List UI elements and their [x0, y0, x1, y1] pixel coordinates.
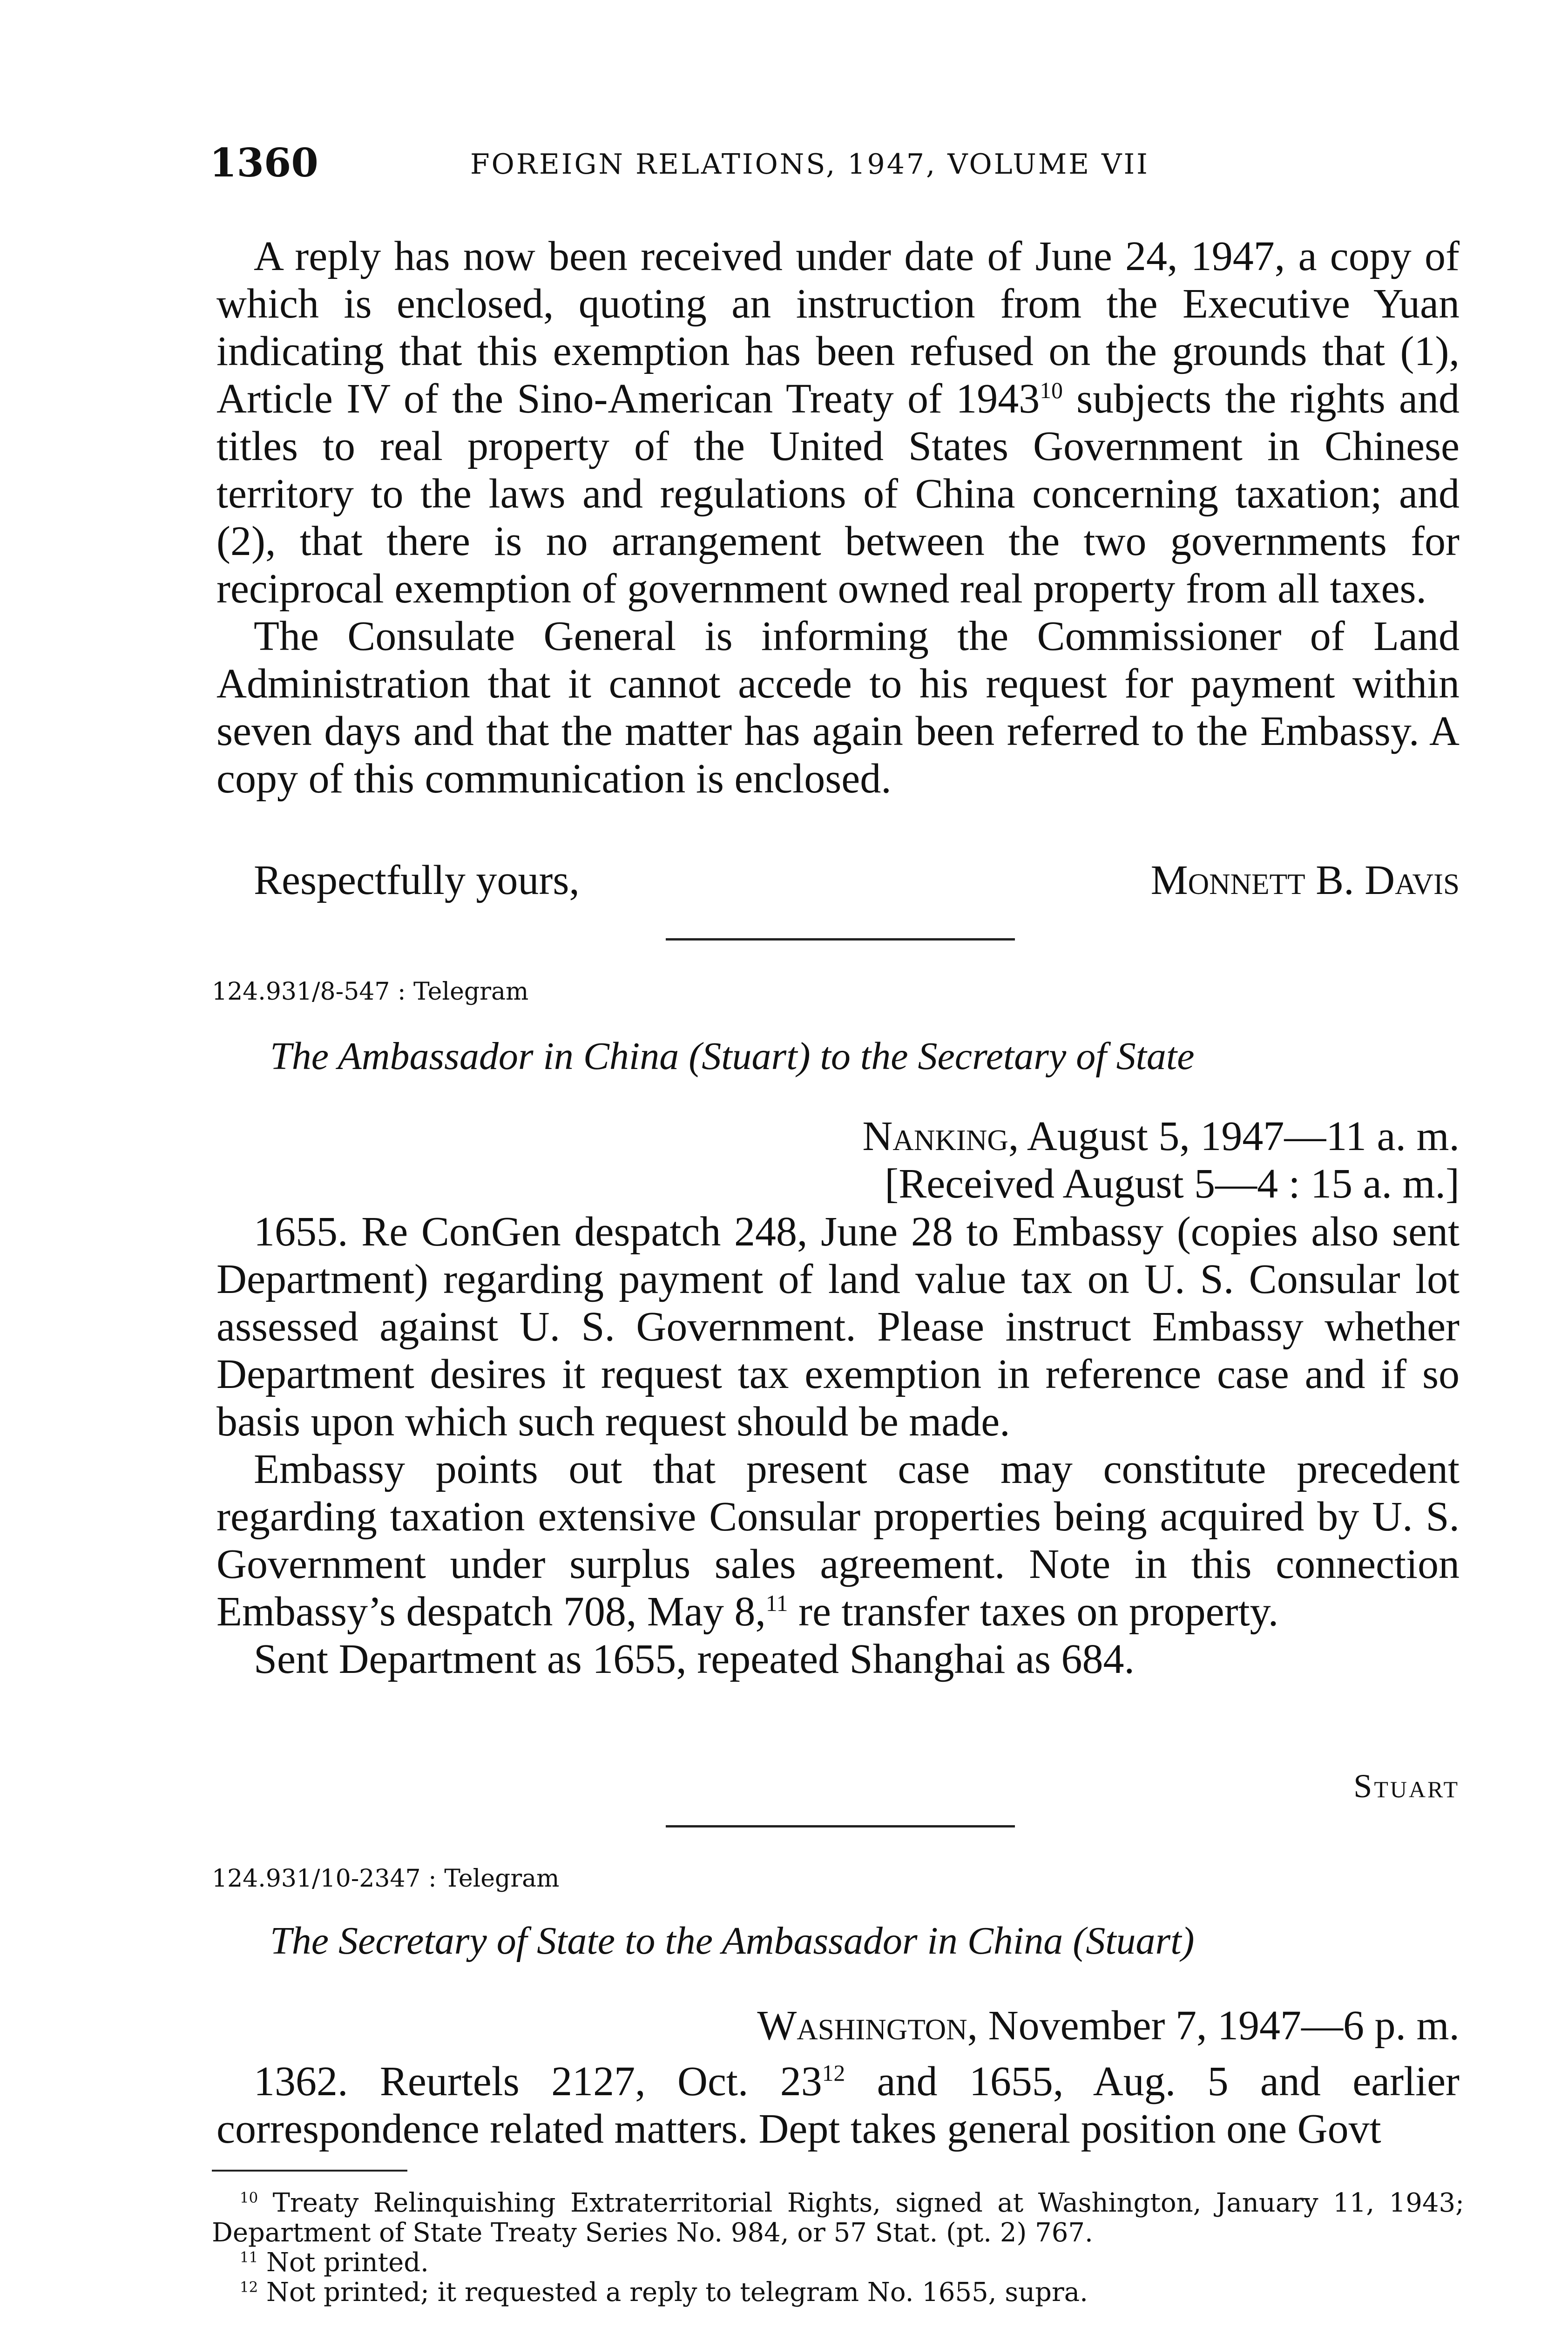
- paragraph: The Consulate General is informing the Commissioner of Land Administration that it cannot accede to his request for payment within seven days and that the matter has again been referred to the Embassy. A copy of this communication is enclosed.: [216, 613, 1460, 802]
- footnotes: [212, 2188, 1464, 2308]
- telegram-body: [216, 2058, 1460, 2153]
- paragraph: [216, 233, 1460, 613]
- footnote-number: 12: [240, 2279, 258, 2296]
- paragraph: 1655. Re ConGen despatch 248, June 28 to Embassy (copies also sent Department) regarding payment of land value tax on U. S. Consular lot assessed against U. S. Government. Please instruct Embassy whether Department desires it request tax exemption in reference case and if so basis upon which such request should be made.: [216, 1209, 1460, 1445]
- footnote-ref: 11: [765, 1590, 788, 1616]
- paragraph: [216, 2058, 1460, 2153]
- dateline-place: Nanking,: [862, 1113, 1019, 1159]
- running-head: FOREIGN RELATIONS, 1947, VOLUME VII: [470, 148, 1149, 181]
- document-id: 124.931/8-547 : Telegram: [212, 978, 529, 1006]
- telegram-body: [216, 1208, 1460, 1683]
- paragraph-text: 1362. Reurtels 2127, Oct. 23: [254, 2058, 822, 2105]
- footnote-rule: [212, 2170, 407, 2172]
- footnote: [212, 2248, 1464, 2278]
- footnote-number: 11: [240, 2249, 258, 2266]
- received-line: [Received August 5—4 : 15 a. m.]: [885, 1161, 1460, 1207]
- footnote-ref: 10: [1040, 378, 1063, 403]
- footnote: [212, 2278, 1464, 2308]
- dateline: [862, 1113, 1460, 1208]
- footnote-ref: 12: [822, 2060, 845, 2086]
- dateline-date: August 5, 1947—11 a. m.: [1019, 1113, 1460, 1159]
- footnote-number: 10: [240, 2189, 258, 2206]
- paragraph-text: A reply has now been received under date of June 24, 1947, a copy of which is enclosed, quoting an instruction from the Executive Yuan indicating that this exemption has been refused on the grounds that (1), Article IV of the Sino-American Treaty of 1943: [216, 233, 1460, 422]
- paragraph-text: Embassy points out that present case may constitute precedent regarding taxation extensive Consular properties being acquired by U. S. Government under surplus sales agreement. Note in this connection Embassy’s despatch 708, May 8,: [216, 1446, 1460, 1635]
- dateline: [757, 2002, 1460, 2050]
- paragraph: [216, 1446, 1460, 1636]
- dateline-place: Washington,: [757, 2003, 978, 2049]
- dateline-date: November 7, 1947—6 p. m.: [978, 2003, 1460, 2049]
- divider: [666, 938, 1015, 941]
- divider: [666, 1825, 1015, 1827]
- document-id: 124.931/10-2347 : Telegram: [212, 1865, 560, 1893]
- page-number: 1360: [210, 140, 318, 186]
- document-title: The Ambassador in China (Stuart) to the Secretary of State: [270, 1035, 1195, 1078]
- document-title: The Secretary of State to the Ambassador in China (Stuart): [270, 1919, 1195, 1963]
- signer: Stuart: [1353, 1767, 1460, 1805]
- paragraph-text: subjects the rights and titles to real property of the United States Government in Chinese territory to the laws and regulations of China concerning taxation; and (2), that there is no arrangement between the two governments for reciprocal exemption of government owned real property from all taxes.: [216, 376, 1460, 612]
- closing: Respectfully yours,: [254, 857, 580, 903]
- paragraph: Sent Department as 1655, repeated Shanghai as 684.: [254, 1636, 1135, 1682]
- letter-continuation: [216, 233, 1460, 803]
- page-header: [210, 140, 1467, 191]
- signature: Monnett B. Davis: [1150, 857, 1460, 903]
- closing-line: [254, 857, 1460, 908]
- footnote-text: Not printed.: [266, 2247, 429, 2278]
- paragraph-text: and 1655, Aug. 5 and earlier correspondence related matters. Dept takes general position one Govt: [216, 2058, 1460, 2152]
- footnote-text: Not printed; it requested a reply to telegram No. 1655, supra.: [266, 2277, 1088, 2308]
- footnote-text: Treaty Relinquishing Extraterritorial Rights, signed at Washington, January 11, 1943; Department of State Treaty Series No. 984, or 57 Stat. (pt. 2) 767.: [212, 2188, 1464, 2248]
- paragraph-text: re transfer taxes on property.: [788, 1589, 1279, 1635]
- footnote: [212, 2188, 1464, 2248]
